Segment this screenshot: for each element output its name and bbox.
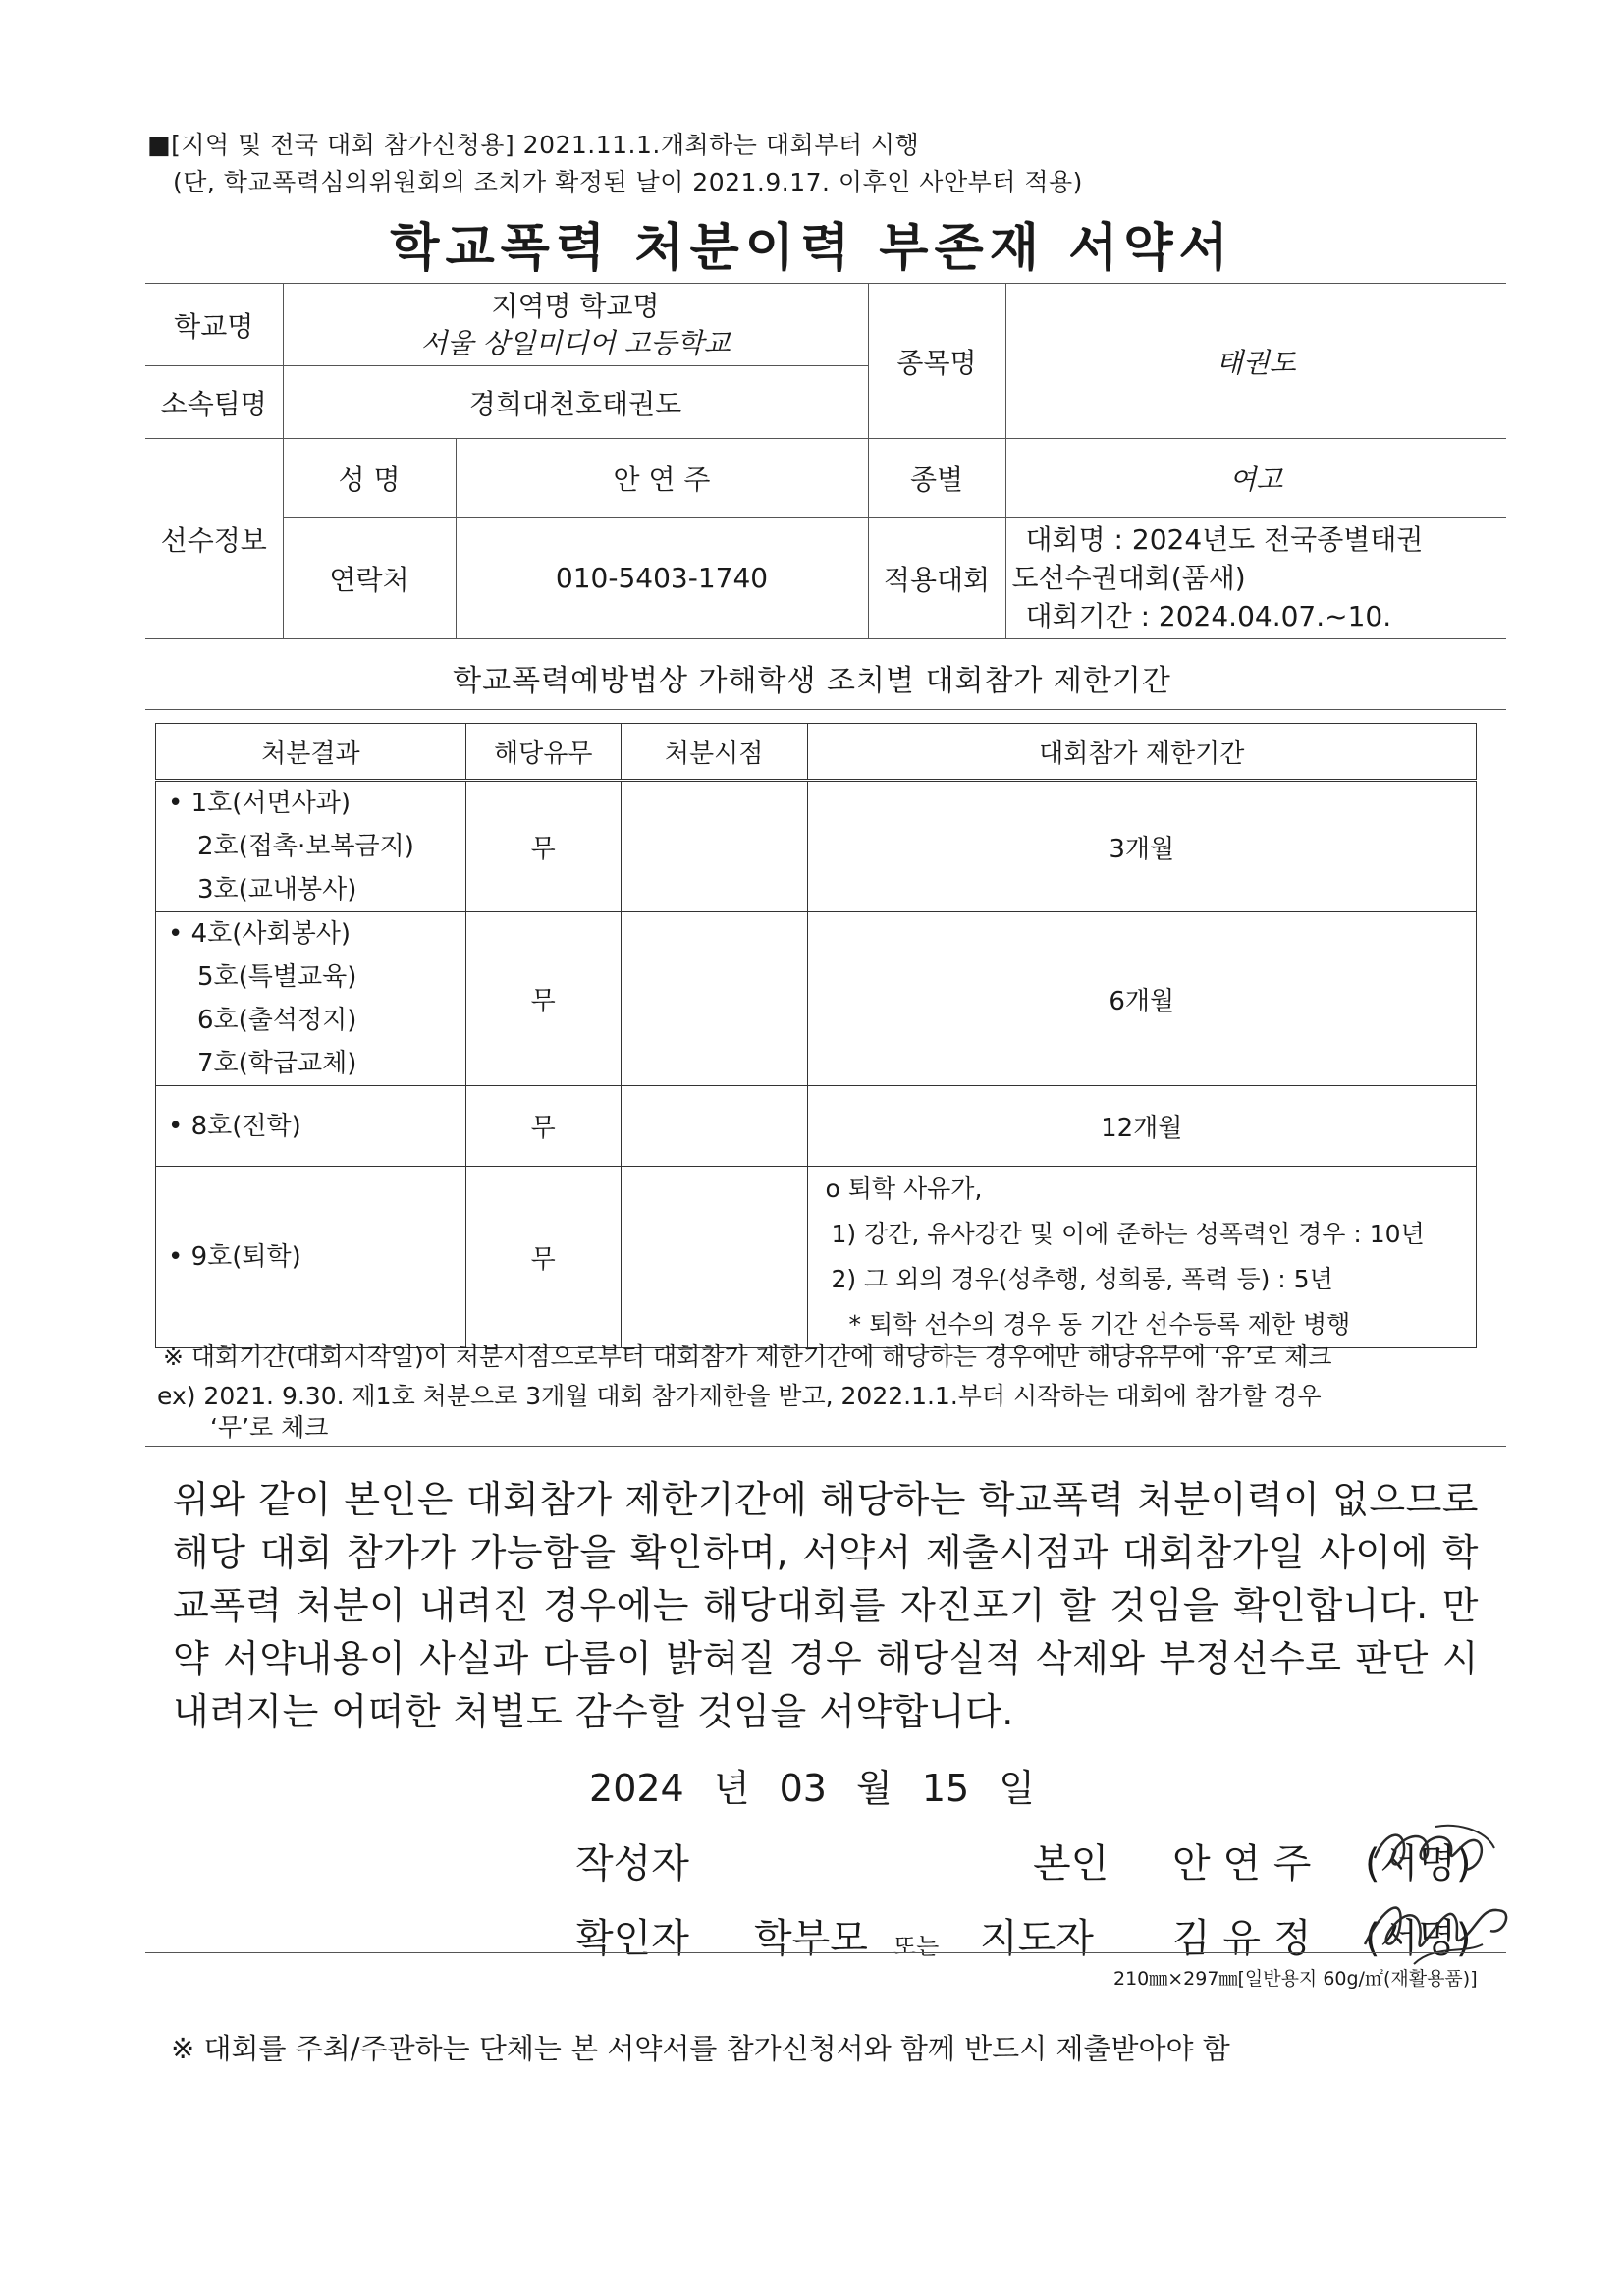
expulsion-reason-line: * 퇴학 선수의 경우 동 기간 선수등록 제한 병행 — [848, 1310, 1351, 1339]
parent-label: 학부모 — [754, 1916, 868, 1961]
or-label: 또는 — [893, 1933, 940, 1960]
header-time: 처분시점 — [621, 724, 807, 781]
row3-categories — [156, 1086, 466, 1167]
row3-time — [621, 1086, 807, 1167]
document-title: 학교폭력 처분이력 부존재 서약서 — [390, 219, 1234, 278]
category-line: 3호(교내봉사) — [197, 875, 357, 904]
self-name: 안 연 주 — [1172, 1841, 1312, 1886]
category-line: 7호(학급교체) — [197, 1049, 357, 1078]
school-sublabel: 지역명 학교명 — [491, 289, 660, 322]
footnote-example-line1: ex) 2021. 9.30. 제1호 처분으로 3개월 대회 참가제한을 받고, 2022.1.1.부터 시작하는 대회에 참가할 경우 — [157, 1382, 1322, 1410]
row1-time — [621, 781, 807, 912]
header-result: 처분결과 — [156, 724, 466, 781]
row4-applicable: 무 — [465, 1167, 621, 1348]
row2-applicable: 무 — [465, 912, 621, 1086]
name-label: 성 명 — [283, 439, 456, 518]
sport-label: 종목명 — [868, 284, 1005, 439]
expulsion-reason-line: 1) 강간, 유사강간 및 이에 준하는 성폭력인 경우 : 10년 — [831, 1220, 1425, 1248]
self-label: 본인 — [1033, 1841, 1110, 1886]
header-period: 대회참가 제한기간 — [807, 724, 1477, 781]
footnote-example-line2: ‘무’로 체크 — [210, 1413, 329, 1442]
signing-date: 2024 년 03 월 15 일 — [589, 1767, 1035, 1810]
category-line: 2호(접촉·보복금지) — [197, 832, 414, 861]
category-line: 5호(특별교육) — [197, 962, 357, 992]
school-cell — [283, 284, 868, 366]
row2-time — [621, 912, 807, 1086]
paper-spec: 210㎜×297㎜[일반용지 60g/㎡(재활용품)] — [1113, 1968, 1478, 1990]
sport-value: 태권도 — [1005, 284, 1506, 439]
row3-period: 12개월 — [807, 1086, 1477, 1167]
row2-period: 6개월 — [807, 912, 1477, 1086]
division-value: 여고 — [1005, 439, 1506, 518]
event-name-line1: 대회명 : 2024년도 전국종별태권 — [1025, 523, 1424, 556]
contact-label: 연락처 — [283, 518, 456, 639]
category-line: 6호(출석정지) — [197, 1006, 357, 1035]
row1-applicable: 무 — [465, 781, 621, 912]
school-value: 서울 상일미디어 고등학교 — [420, 326, 731, 359]
division-label: 종별 — [868, 439, 1005, 518]
coach-name: 김 유 정 — [1172, 1916, 1312, 1961]
confirmer-label: 확인자 — [575, 1916, 689, 1961]
self-handwritten-signature — [1367, 1819, 1504, 1887]
contact-value: 010-5403-1740 — [456, 518, 868, 639]
divider — [145, 1952, 1506, 1953]
name-value: 안 연 주 — [456, 439, 868, 518]
divider — [145, 709, 1506, 710]
row2-categories — [156, 912, 466, 1086]
header-applicable: 해당유무 — [465, 724, 621, 781]
limits-subtitle: 학교폭력예방법상 가해학생 조치별 대회참가 제한기간 — [453, 664, 1171, 698]
row4-time — [621, 1167, 807, 1348]
header-note-line1: ■[지역 및 전국 대회 참가신청용] 2021.11.1.개최하는 대회부터 시행 — [147, 131, 920, 159]
self-seal-label: (서명) — [1365, 1841, 1472, 1886]
row4-categories — [156, 1167, 466, 1348]
expulsion-reason-line: o 퇴학 사유가, — [825, 1175, 983, 1203]
pledge-text: 위와 같이 본인은 대회참가 제한기간에 해당하는 학교폭력 처분이력이 없으므로 해당 대회 참가가 가능함을 확인하며, 서약서 제출시점과 대회참가일 사이에 학교폭력 처분이 내려진 경우에는 해당대회를 자진포기 할 것임을 확인합니다. 만약 서약내용이 사실과 다름이 밝혀질 경우 해당실적 삭제와 부정선수로 판단 시 내려지는 어떠한 처벌도 감수할 것임을 서약합니다. — [173, 1478, 1479, 1733]
expulsion-reason-line: 2) 그 외의 경우(성추행, 성희롱, 폭력 등) : 5년 — [831, 1265, 1333, 1293]
row4-period — [807, 1167, 1477, 1348]
event-cell — [1005, 518, 1506, 639]
footnote-check: ※ 대회기간(대회시작일)이 처분시점으로부터 대회참가 제한기간에 해당하는 경우에만 해당유무에 ‘유’로 체크 — [163, 1342, 1332, 1371]
school-label: 학교명 — [145, 284, 283, 366]
event-label: 적용대회 — [868, 518, 1005, 639]
row3-applicable: 무 — [465, 1086, 621, 1167]
coach-handwritten-signature — [1355, 1886, 1522, 1974]
divider — [145, 1446, 1506, 1447]
category-line: • 1호(서면사과) — [168, 789, 352, 818]
coach-seal-label: (서명) — [1365, 1916, 1472, 1961]
applicant-info-table — [145, 283, 1506, 639]
coach-label: 지도자 — [980, 1916, 1094, 1961]
bottom-note: ※ 대회를 주최/주관하는 단체는 본 서약서를 참가신청서와 함께 반드시 제출받아야 함 — [171, 2032, 1230, 2065]
author-label: 작성자 — [575, 1841, 689, 1886]
row1-period: 3개월 — [807, 781, 1477, 912]
player-info-label: 선수정보 — [145, 439, 283, 639]
event-period: 대회기간 : 2024.04.07.~10. — [1025, 600, 1392, 632]
category-line: • 9호(퇴학) — [168, 1242, 301, 1272]
header-note-line2: (단, 학교폭력심의위원회의 조치가 확정된 날이 2021.9.17. 이후인 사안부터 적용) — [173, 168, 1083, 196]
team-label: 소속팀명 — [145, 366, 283, 439]
participation-limit-table — [155, 723, 1477, 1348]
category-line: • 8호(전학) — [168, 1111, 301, 1141]
category-line: • 4호(사회봉사) — [168, 919, 352, 949]
row1-categories — [156, 781, 466, 912]
team-value: 경희대천호태권도 — [283, 366, 868, 439]
event-name-line2: 도선수권대회(품새) — [1011, 562, 1246, 594]
